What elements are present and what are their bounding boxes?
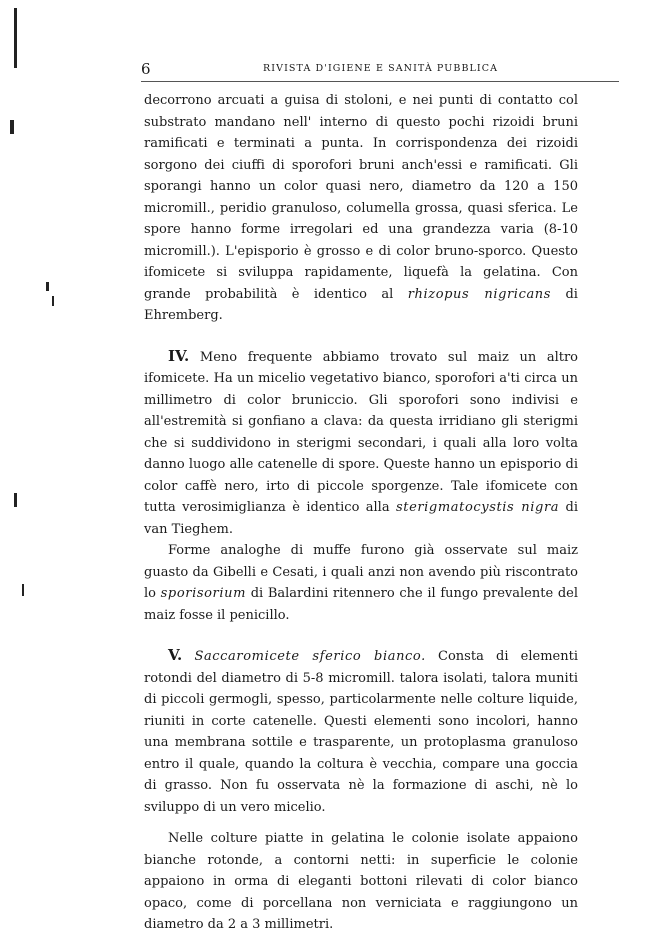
running-title: RIVISTA D'IGIENE E SANITÀ PUBBLICA xyxy=(263,63,499,74)
page-number: 6 xyxy=(141,60,151,78)
section-numeral: V. xyxy=(168,646,183,664)
section-numeral: IV. xyxy=(168,346,190,365)
paragraph-continuation: decorrono arcuati a guisa di stoloni, e nei punti di contatto col substrato mandano nell' interno di questo pochi rizoidi bruni ramificati e terminati a punta. In corrispondenza dei rizoidi sorgono dei ciuffi di sporofori bruni anch'essi e ramificati. Gli sporangi hanno un color quasi nero, diametro da 120 a 150 micromill., peridio granuloso, columella grossa, quasi sferica. Le spore hanno forme irregolari ed una grandezza varia (8-10 micromill.). L'episporio è grosso e di color bruno-sporco. Questo ifomicete si sviluppa rapidamente, liquefà la gelatina. Con grande probabilità è identico al rhizopus nigricans di Ehremberg. xyxy=(144,93,578,323)
paragraph-colture: Nelle colture piatte in gelatina le colonie isolate appaiono bianche rotonde, a contorni netti: in superficie le colonie appaiono in orma di eleganti bottoni rilevati di color bianco opaco, come di porcellana non verniciata e raggiungono un diametro da 2 a 3 millimetri. xyxy=(144,831,578,932)
scan-mark xyxy=(52,296,54,306)
paragraph-iv: IV. Meno frequente abbiamo trovato sul maiz un altro ifomicete. Ha un micelio vegetativo bianco, sporofori a'ti circa un millimetro di color bruniccio. Gli sporofori sono indivisi e all'estremità si gonfiano a clava: da questa irridiano gli sterigmi che si suddividono in sterigmi secondari, i quali alla loro volta danno luogo alle catenelle di spore. Queste hanno un episporio di color caffè nero, irto di piccole sporgenze. Tale ifomicete con tutta verosimiglianza è identico alla sterigmatocystis nigra di van Tieghem. xyxy=(144,346,578,537)
scan-mark xyxy=(46,282,49,291)
body-text xyxy=(144,90,578,936)
page-header xyxy=(141,60,619,76)
species-name: sterigmatocystis nigra xyxy=(395,500,560,515)
paragraph-forme-analoghe: Forme analoghe di muffe furono già osservate sul maiz guasto da Gibelli e Cesati, i quali anzi non avendo più riscontrato lo sporisorium di Balardini ritennero che il fungo prevalente del maiz fosse il penicillo. xyxy=(144,543,579,623)
species-name: sporisorium xyxy=(160,586,247,601)
scan-mark xyxy=(14,493,17,507)
scan-mark xyxy=(14,8,17,68)
species-name: rhizopus nigricans xyxy=(407,286,552,302)
section-heading: Saccaromicete sferico bianco. xyxy=(194,649,426,664)
paragraph-v: V. Saccaromicete sferico bianco. Consta di elementi rotondi del diametro di 5-8 micromill. talora isolati, talora muniti di piccoli germogli, spesso, particolarmente nelle colture liquide, riuniti in corte catenelle. Questi elementi sono incolori, hanno una membrana sottile e trasparente, un protoplasma granuloso entro il quale, quando la coltura è vecchia, compare una goccia di grasso. Non fu osservata nè la formazione di aschi, nè lo sviluppo di un vero micelio. xyxy=(144,646,578,815)
scan-mark xyxy=(10,120,14,134)
header-rule xyxy=(141,81,619,82)
scan-mark xyxy=(22,584,24,596)
